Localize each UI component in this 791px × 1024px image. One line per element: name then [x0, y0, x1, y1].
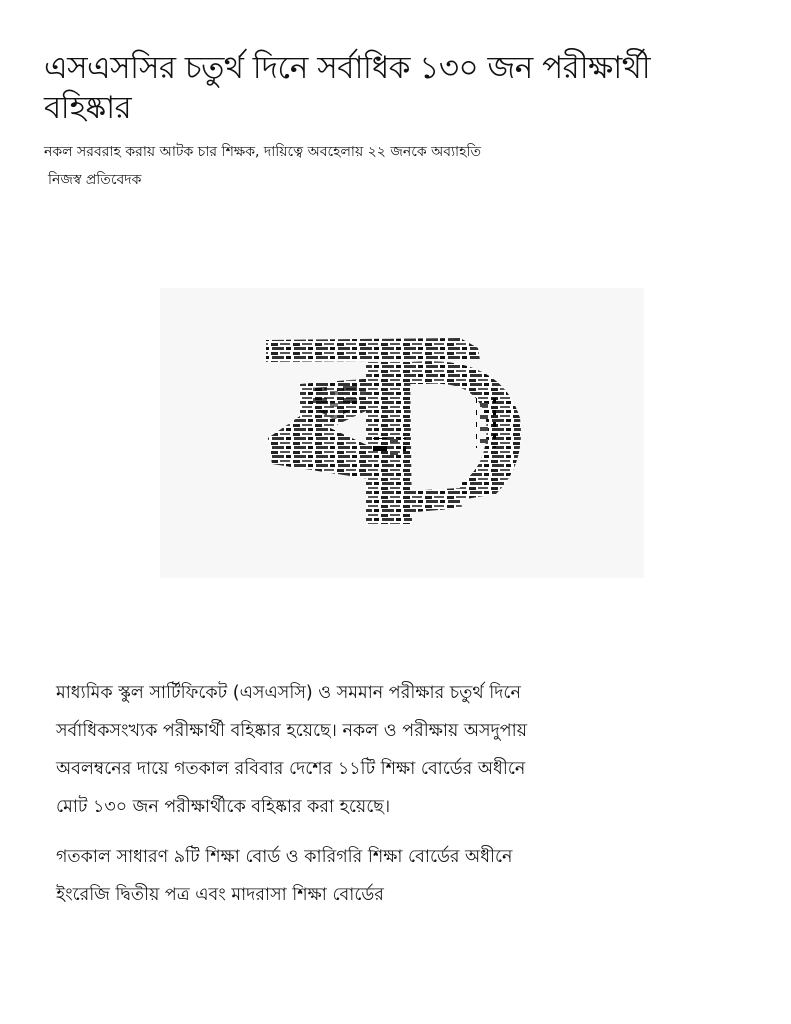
article-paragraph-2: গতকাল সাধারণ ৯টি শিক্ষা বোর্ড ও কারিগরি শিক্ষা বোর্ডের অধীনে ইংরেজি দ্বিতীয় পত্র এবং মাদরাসা শিক্ষা বোর্ডের [56, 847, 513, 905]
newspaper-logo-word-collage-icon [160, 288, 644, 578]
article-byline: নিজস্ব প্রতিবেদক [48, 172, 142, 188]
article-image [160, 288, 644, 578]
article-paragraph-1: মাধ্যমিক স্কুল সার্টিফিকেট (এসএসসি) ও সমমান পরীক্ষার চতুর্থ দিনে সর্বাধিকসংখ্যক পরীক্ষার্থী বহিষ্কার হয়েছে। নকল ও পরীক্ষায় অসদুপায় অবলম্বনের দায়ে গতকাল রবিবার দেশের ১১টি শিক্ষা বোর্ডের অধীনে মোট ১৩০ জন পরীক্ষার্থীকে বহিষ্কার করা হয়েছে। [56, 683, 528, 817]
article-body [56, 674, 536, 926]
article-headline: এসএসসির চতুর্থ দিনে সর্বাধিক ১৩০ জন পরীক্ষার্থী বহিষ্কার [44, 50, 651, 126]
article-subheadline: নকল সরবরাহ করায় আটক চার শিক্ষক, দায়িত্বে অবহেলায় ২২ জনকে অব্যাহতি [44, 144, 481, 160]
